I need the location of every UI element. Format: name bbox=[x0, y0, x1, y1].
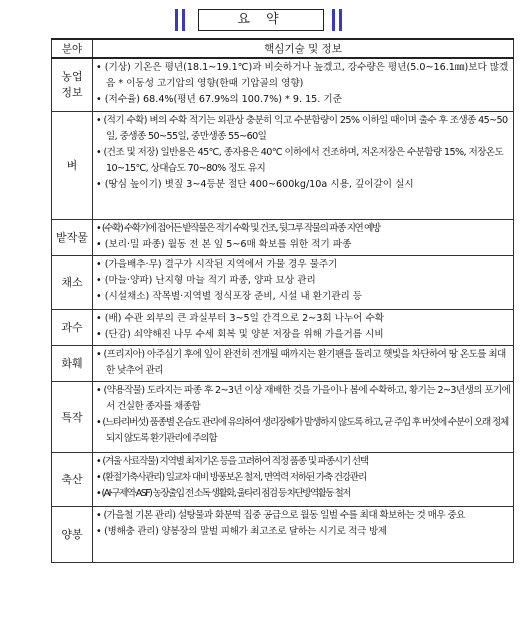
table-row bbox=[52, 219, 514, 255]
table-row bbox=[52, 111, 514, 219]
row-content bbox=[93, 111, 514, 219]
list-item: • (겨울 사료작물) 지역별 최저기온 등을 고려하여 적정 품종 및 파종시기 선택 bbox=[96, 454, 511, 470]
list-item: • (가을철 기본 관리) 설탕물과 화분떡 집중 공급으로 월동 일벌 수를 최대 확보하는 것 매우 중요 bbox=[96, 508, 511, 524]
row-category: 과수 bbox=[52, 309, 93, 345]
row-category: 농업정보 bbox=[52, 58, 93, 111]
list-item: • (적기 수확) 벼의 수확 적기는 외관상 충분히 익고 수분함량이 25% 이하일 때이며 출수 후 조생종 45~50일, 중생종 50~55일, 중만생종 55~60일 bbox=[96, 113, 511, 145]
list-item: • (가을배추·무) 결구가 시작된 지역에서 가물 경우 물주기 bbox=[96, 257, 511, 273]
list-item: • (마늘·양파) 난지형 마늘 적기 파종, 양파 묘상 관리 bbox=[96, 273, 511, 289]
header-content: 핵심기술 및 정보 bbox=[93, 39, 514, 58]
table-row bbox=[52, 345, 514, 381]
list-item: • (느타리버섯) 품종별 온습도 관리에 유의하여 생리장해가 발생하지 않도록 하고, 균 주입 후 버섯에 수분이 오래 정체되지 않도록 환기관리에 주의함 bbox=[96, 415, 511, 447]
list-item: • (보리·밀 파종) 월동 전 본 잎 5~6매 확보를 위한 적기 파종 bbox=[96, 237, 511, 253]
header-category: 분야 bbox=[52, 39, 93, 58]
row-category: 화훼 bbox=[52, 345, 93, 381]
list-item: • (단감) 쇠약해진 나무 수세 회복 및 양분 저장을 위해 가을거름 시비 bbox=[96, 327, 511, 343]
table-row bbox=[52, 506, 514, 562]
row-content bbox=[93, 381, 514, 452]
list-item: • (AI·구제역·ASF) 농장출입 전 소독 생활화, 울타리 점검 등 차단방역활동 철저 bbox=[96, 486, 511, 502]
list-item: • (병해충 관리) 양봉장의 말벌 피해가 최고조로 달하는 시기로 적극 방제 bbox=[96, 524, 511, 540]
row-content bbox=[93, 255, 514, 309]
title-area bbox=[0, 6, 521, 34]
table-row bbox=[52, 309, 514, 345]
list-item: • (프리지아) 아주심기 후에 잎이 완전히 전개될 때까지는 환기팬을 돌리고 햇빛을 차단하여 땅 온도를 최대한 낮추어 관리 bbox=[96, 347, 511, 379]
table-row bbox=[52, 58, 514, 111]
row-category: 양봉 bbox=[52, 506, 93, 562]
row-content bbox=[93, 309, 514, 345]
row-content bbox=[93, 58, 514, 111]
row-content bbox=[93, 506, 514, 562]
list-item: • (기상) 기온은 평년(18.1~19.1℃)과 비슷하거나 높겠고, 강수량은 평년(5.0~16.1㎜)보다 많겠음 * 이동성 고기압의 영향(한때 기압골의 영향) bbox=[96, 60, 511, 92]
title-decoration-right bbox=[332, 9, 346, 31]
list-item: • (약용작물) 도라지는 파종 후 2~3년 이상 재배한 것을 가을이나 봄에 수확하고, 황기는 2~3년생의 포기에서 건실한 종자를 채종함 bbox=[96, 383, 511, 415]
row-content bbox=[93, 345, 514, 381]
list-item: • (땅심 높이기) 볏짚 3~4등분 절단 400~600kg/10a 시용, 깊이갈이 실시 bbox=[96, 177, 511, 193]
page-title: 요 약 bbox=[198, 9, 324, 31]
row-category: 벼 bbox=[52, 111, 93, 219]
table-row bbox=[52, 255, 514, 309]
row-content bbox=[93, 219, 514, 255]
row-content bbox=[93, 452, 514, 506]
list-item: • (환절기축사관리) 일교차 대비 방풍보온 철저, 면역력 저하된 가축 건강관리 bbox=[96, 470, 511, 486]
list-item: • (저수율) 68.4%(평년 67.9%의 100.7%) * 9. 15. 기준 bbox=[96, 92, 511, 108]
row-category: 특작 bbox=[52, 381, 93, 452]
summary-table bbox=[51, 38, 514, 563]
list-item: • (수확) 수확기에 접어든 밭작물은 적기 수확 및 건조, 뒷그루 작물의 파종 지연 예방 bbox=[96, 221, 511, 237]
table-row bbox=[52, 452, 514, 506]
title-decoration-left bbox=[175, 9, 189, 31]
table-row bbox=[52, 381, 514, 452]
list-item: • (건조 및 저장) 일반용은 45℃, 종자용은 40℃ 이하에서 건조하며, 저온저장은 수분함량 15%, 저장온도 10~15℃, 상대습도 70~80% 정도 유지 bbox=[96, 145, 511, 177]
row-category: 밭작물 bbox=[52, 219, 93, 255]
row-category: 축산 bbox=[52, 452, 93, 506]
list-item: • (배) 수관 외부의 큰 과실부터 3~5일 간격으로 2~3회 나누어 수확 bbox=[96, 311, 511, 327]
table-header-row bbox=[52, 39, 514, 58]
list-item: • (시설채소) 작목별·지역별 정식포장 준비, 시설 내 환기관리 등 bbox=[96, 289, 511, 305]
row-category: 채소 bbox=[52, 255, 93, 309]
